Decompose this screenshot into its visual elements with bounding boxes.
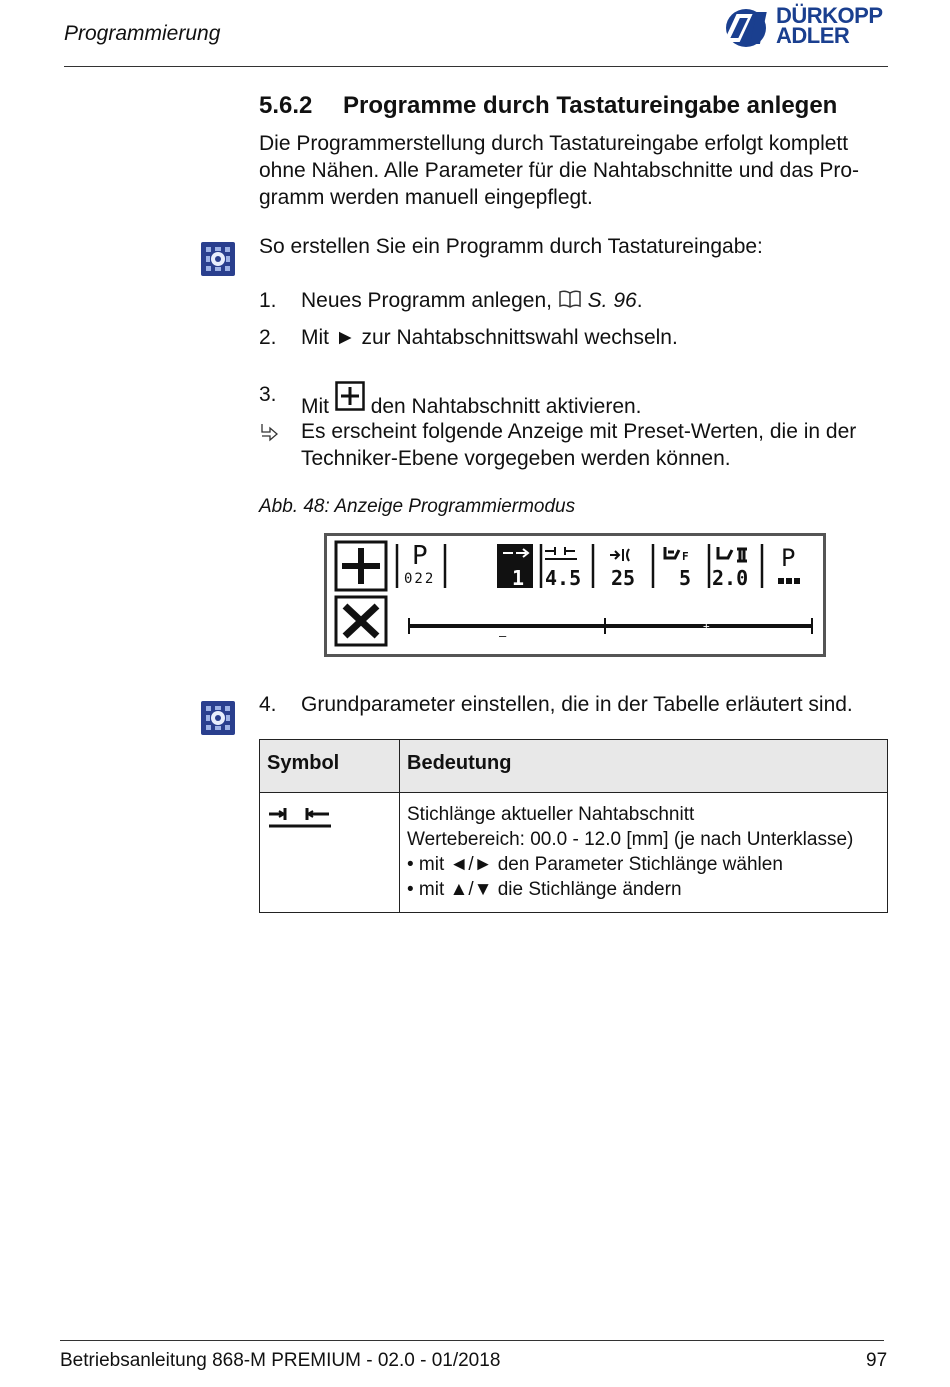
- instruction-icon: [201, 701, 235, 735]
- symbol-cell: [260, 793, 400, 913]
- page-reference-link[interactable]: S. 96: [587, 289, 637, 312]
- brand-logo: [724, 3, 894, 50]
- page-number: 97: [866, 1350, 888, 1371]
- instruction-lead: So erstellen Sie ein Programm durch Tastatureingabe:: [259, 235, 763, 258]
- display-minus-label: –: [499, 629, 507, 643]
- stitch-length-icon: [267, 808, 333, 836]
- intro-paragraph: Die Programmerstellung durch Tastatureingabe erfolgt komplett ohne Nähen. Alle Parameter für die Nahtabschnitte und das Pro-gramm werden manuell eingepflegt.: [259, 132, 860, 209]
- display-value-4: 5: [679, 566, 692, 590]
- result-text: Es erscheint folgende Anzeige mit Preset-Werten, die in der Techniker-Ebene vorgegeben werden können.: [301, 420, 857, 470]
- section-number: 5.6.2: [259, 92, 313, 119]
- meaning-line: Stichlänge aktueller Nahtabschnitt: [407, 804, 695, 825]
- display-screen: [327, 536, 823, 654]
- right-arrow-icon: ►: [334, 326, 356, 349]
- meaning-line: • mit ▲/▼ die Stichlänge ändern: [407, 879, 682, 900]
- display-value-5: 2.0: [712, 566, 749, 590]
- step-text: Grundparameter einstellen, die in der Tabelle erläutert sind.: [301, 693, 853, 716]
- table-row: [260, 793, 888, 913]
- section-heading: [259, 92, 837, 120]
- programming-mode-display: [324, 533, 826, 657]
- result-arrow-icon: [259, 422, 279, 442]
- step-number: 4.: [259, 693, 277, 716]
- parameter-table: [259, 739, 888, 913]
- step-number: 3.: [259, 383, 277, 406]
- svg-text:F: F: [682, 550, 689, 563]
- logo-text-line1: DÜRKOPP: [776, 3, 883, 28]
- display-last-label: P: [781, 544, 796, 572]
- step-text: Neues Programm anlegen,: [301, 289, 552, 312]
- display-program-number: 022: [404, 571, 436, 587]
- footer-divider: [60, 1340, 884, 1341]
- display-value-3: 25: [611, 566, 636, 590]
- meaning-cell: [400, 793, 888, 913]
- logo-text-line2: ADLER: [776, 23, 850, 48]
- logo-mark-icon: [724, 6, 774, 50]
- meaning-line: Wertebereich: 00.0 - 12.0 [mm] (je nach Unterklasse): [407, 829, 854, 850]
- step-number: 2.: [259, 326, 277, 349]
- book-icon: [558, 289, 582, 309]
- display-dots-icon: [778, 578, 800, 584]
- header-divider: [64, 66, 888, 67]
- section-title-text: Programme durch Tastatureingabe anlegen: [343, 92, 838, 119]
- header-section-title: Programmierung: [64, 22, 221, 45]
- table-header-row: [260, 740, 888, 793]
- figure-caption: Abb. 48: Anzeige Programmiermodus: [259, 496, 576, 517]
- step-number: 1.: [259, 289, 277, 312]
- display-plus-label: +: [703, 620, 710, 633]
- meaning-line: • mit ◄/► den Parameter Stichlänge wählen: [407, 854, 783, 875]
- display-program-label: P: [412, 541, 428, 571]
- instruction-icon: [201, 242, 235, 276]
- column-header-meaning: Bedeutung: [400, 740, 888, 793]
- display-segment-number: 1: [512, 566, 525, 590]
- display-stitch-length: 4.5: [545, 566, 582, 590]
- footer-manual-info: Betriebsanleitung 868-M PREMIUM - 02.0 - 01/2018: [60, 1350, 501, 1371]
- column-header-symbol: Symbol: [260, 740, 400, 793]
- plus-box-icon: [335, 381, 365, 411]
